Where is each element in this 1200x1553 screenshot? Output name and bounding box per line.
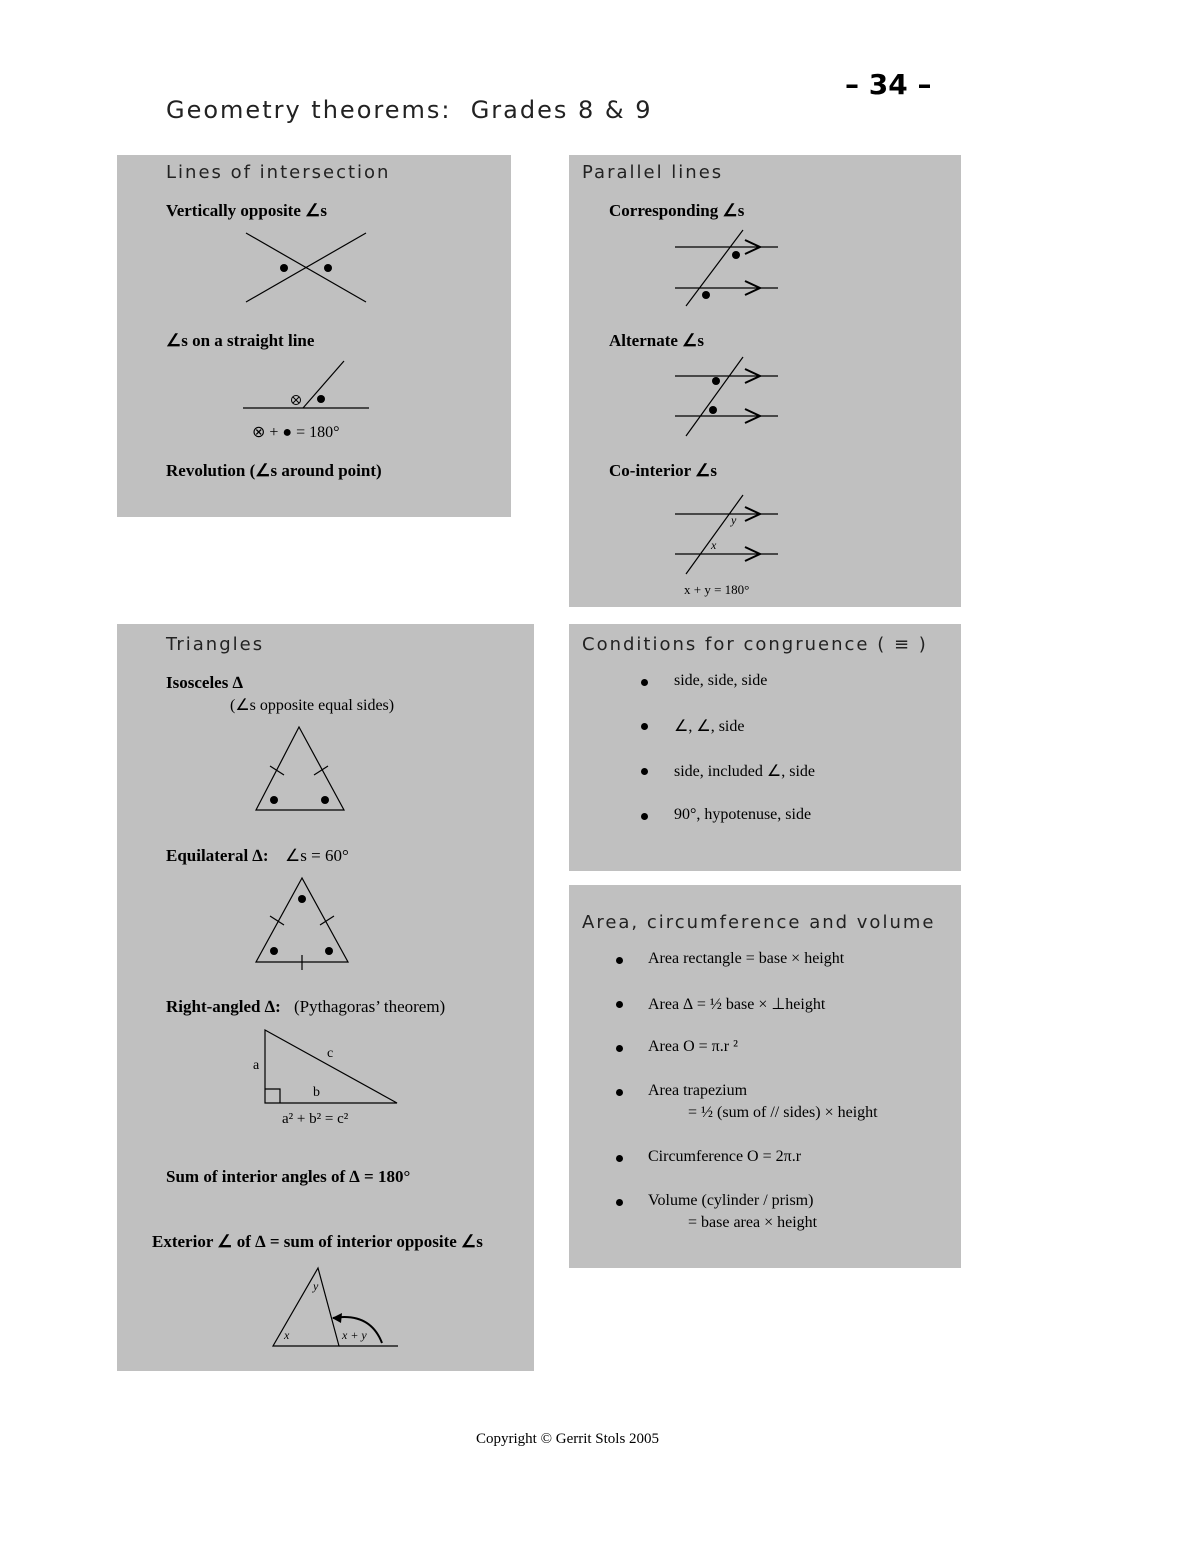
parallel-heading: Parallel lines (582, 162, 724, 183)
congruence-bullet (641, 768, 648, 775)
area-bullet (616, 1045, 623, 1052)
corresponding-label: Corresponding ∠s (609, 201, 745, 220)
congruence-bullet (641, 813, 648, 820)
parallel-lines-panel (569, 155, 961, 607)
area-bullet (616, 1089, 623, 1096)
area-bullet (616, 1155, 623, 1162)
area-item: Area O = π.r ² (648, 1038, 738, 1055)
sum-interior-angles-label: Sum of interior angles of ∆ = 180° (166, 1167, 411, 1186)
co-interior-y: y (731, 513, 737, 527)
side-a-label: a (253, 1058, 260, 1073)
congruence-item: side, included ∠, side (674, 763, 815, 780)
ext-label-x: x (284, 1328, 290, 1342)
ext-label-y: y (313, 1279, 319, 1293)
area-heading: Area, circumference and volume (582, 912, 936, 933)
side-c-label: c (327, 1046, 334, 1061)
congruence-panel (569, 624, 961, 871)
area-item: Area rectangle = base × height (648, 950, 845, 967)
copyright-footer: Copyright © Gerrit Stols 2005 (476, 1431, 660, 1447)
area-item: Area ∆ = ½ base × ⊥height (648, 996, 826, 1013)
co-interior-x: x (711, 538, 717, 552)
area-panel (569, 885, 961, 1268)
equilateral-rest: ∠s = 60° (285, 846, 349, 865)
page-title: Geometry theorems: Grades 8 & 9 (166, 96, 653, 124)
side-b-label: b (313, 1085, 320, 1100)
exterior-angle-diagram (0, 0, 1, 1)
pythagoras-formula: a² + b² = c² (282, 1111, 349, 1127)
isosceles-note: (∠s opposite equal sides) (230, 697, 395, 714)
revolution-label: Revolution (∠s around point) (166, 461, 382, 480)
alternate-label: Alternate ∠s (609, 331, 705, 350)
congruence-bullet (641, 679, 648, 686)
congruence-item: 90°, hypotenuse, side (674, 806, 812, 823)
area-item: Volume (cylinder / prism) (648, 1192, 814, 1209)
page-number: – 34 – (845, 68, 932, 101)
lines-heading: Lines of intersection (166, 162, 391, 183)
area-item-continuation: = base area × height (688, 1214, 818, 1231)
exterior-angle-label: Exterior ∠ of ∆ = sum of interior opposite ∠s (152, 1232, 483, 1251)
area-bullet (616, 1199, 623, 1206)
co-interior-label: Co-interior ∠s (609, 461, 717, 480)
congruence-item: side, side, side (674, 672, 768, 689)
area-item-continuation: = ½ (sum of // sides) × height (688, 1104, 878, 1121)
triangles-heading: Triangles (166, 634, 265, 655)
congruence-item: ∠, ∠, side (674, 718, 745, 735)
congruence-heading: Conditions for congruence ( ≡ ) (582, 634, 928, 655)
congruence-bullet (641, 723, 648, 730)
equilateral-label: Equilateral ∆: (166, 846, 269, 865)
area-item: Area trapezium (648, 1082, 748, 1099)
area-bullet (616, 1001, 623, 1008)
area-bullet (616, 957, 623, 964)
area-item: Circumference O = 2π.r (648, 1148, 802, 1165)
co-interior-formula: x + y = 180° (684, 582, 750, 597)
straight-line-formula: ⊗ + ● = 180° (252, 424, 340, 441)
straight-line-label: ∠s on a straight line (166, 331, 315, 350)
right-angled-rest: (Pythagoras’ theorem) (294, 997, 446, 1016)
ext-label-xy: x + y (342, 1328, 367, 1342)
isosceles-label: Isosceles ∆ (166, 673, 243, 692)
right-angled-label: Right-angled ∆: (166, 997, 281, 1016)
vertically-opposite-label: Vertically opposite ∠s (166, 201, 327, 220)
